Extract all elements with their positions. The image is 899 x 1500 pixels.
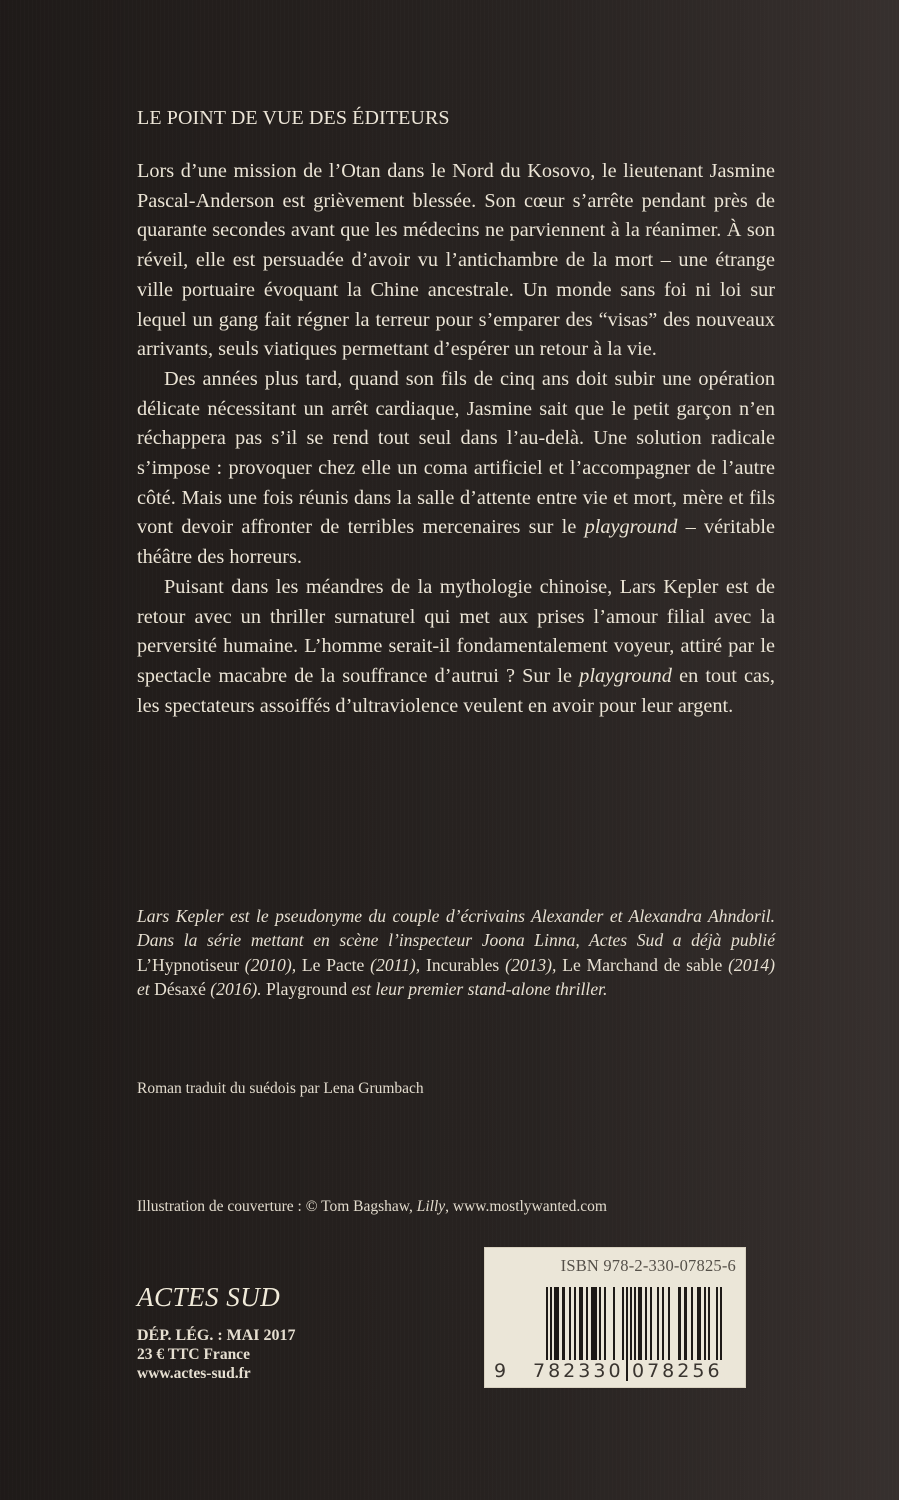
text-run: en tout cas, les spectateurs assoiffés d’ultraviolence veulent en avoir pour leur argent. xyxy=(137,664,775,717)
translator-credit: Roman traduit du suédois par Lena Grumbach xyxy=(137,1080,424,1097)
book-title: Incurables xyxy=(426,954,500,975)
text-run: – véritable théâtre des horreurs. xyxy=(137,516,775,569)
bio-text: Lars Kepler est le pseudonyme du couple d’écrivains Alexander et Alexandra Ahndoril. Dans la série mettant en scène l’inspecteur Joona Linna, Actes Sud a déjà publié xyxy=(137,906,775,951)
barcode-left-digits: 782330 xyxy=(533,1360,624,1382)
summary-paragraph-1: Lors d’une mission de l’Otan dans le Nord du Kosovo, le lieutenant Jasmine Pascal-Anderson est grièvement blessée. Son cœur s’arrête pendant près de quarante secondes avant que les médecins ne parviennent à la réanimer. À son réveil, elle est persuadée d’avoir vu l’antichambre de la mort – une étrange ville portuaire évoquant la Chine ancestrale. Un monde sans foi ni loi sur lequel un gang fait régner la terreur pour s’emparer des “visas” des nouveaux arrivants, seuls viatiques permettant d’espérer un retour à la vie. xyxy=(137,160,775,361)
bio-year: (2016). xyxy=(205,978,266,999)
publisher-logo: ACTES SUD xyxy=(137,1282,281,1312)
illustration-credit xyxy=(137,1198,607,1216)
imprint-info xyxy=(137,1326,296,1383)
bio-year: (2010), xyxy=(238,954,302,975)
author-bio xyxy=(137,904,775,1001)
artwork-title: Lilly xyxy=(416,1198,446,1215)
italic-title: playground xyxy=(579,664,672,687)
summary-paragraph-2 xyxy=(137,365,775,573)
publisher-website: www.actes-sud.fr xyxy=(137,1365,251,1382)
isbn-label: ISBN 978-2-330-07825-6 xyxy=(560,1256,736,1275)
section-heading: LE POINT DE VUE DES ÉDITEURS xyxy=(137,107,450,129)
book-title: L’Hypnotiseur xyxy=(137,954,239,975)
bio-year: (2014) et xyxy=(137,954,775,999)
book-title: Le Pacte xyxy=(301,954,365,975)
barcode-right-digits: 078256 xyxy=(632,1360,723,1382)
italic-title: playground xyxy=(584,516,678,539)
price: 23 € TTC France xyxy=(137,1346,250,1363)
credit-url: , www.mostlywanted.com xyxy=(445,1198,607,1215)
text-run: Puisant dans les méandres de la mythologie chinoise, Lars Kepler est de retour avec un thriller surnaturel qui met aux prises l’amour filial avec la perversité humaine. L’homme serait-il fondamentalement voyeur, attiré par le spectacle macabre de la souffrance d’autrui ? Sur le xyxy=(137,575,775,687)
credit-text: Illustration de couverture : © Tom Bagshaw, xyxy=(137,1198,417,1215)
text-run: Des années plus tard, quand son fils de cinq ans doit subir une opération délicate nécessitant un arrêt cardiaque, Jasmine sait que le petit garçon n’en réchappera pas s’il se rend tout seul dans l’au-delà. Une solution radicale s’impose : provoquer chez elle un coma artificiel et l’accompagner de l’autre côté. Mais une fois réunis dans la salle d’attente entre vie et mort, mère et fils vont devoir affronter de terribles mercenaires sur le xyxy=(137,367,775,539)
barcode-panel xyxy=(484,1247,746,1388)
bio-year: (2013), xyxy=(499,954,563,975)
bio-year: (2011), xyxy=(364,954,426,975)
book-title: Playground xyxy=(266,978,348,999)
book-title: Le Marchand de sable xyxy=(562,954,723,975)
book-title: Désaxé xyxy=(154,978,206,999)
legal-deposit: DÉP. LÉG. : MAI 2017 xyxy=(137,1327,296,1344)
summary-paragraph-3 xyxy=(137,573,775,722)
barcode-lead-digit: 9 xyxy=(494,1360,507,1382)
bio-text: est leur premier stand-alone thriller. xyxy=(347,978,608,999)
summary-text xyxy=(137,157,775,721)
